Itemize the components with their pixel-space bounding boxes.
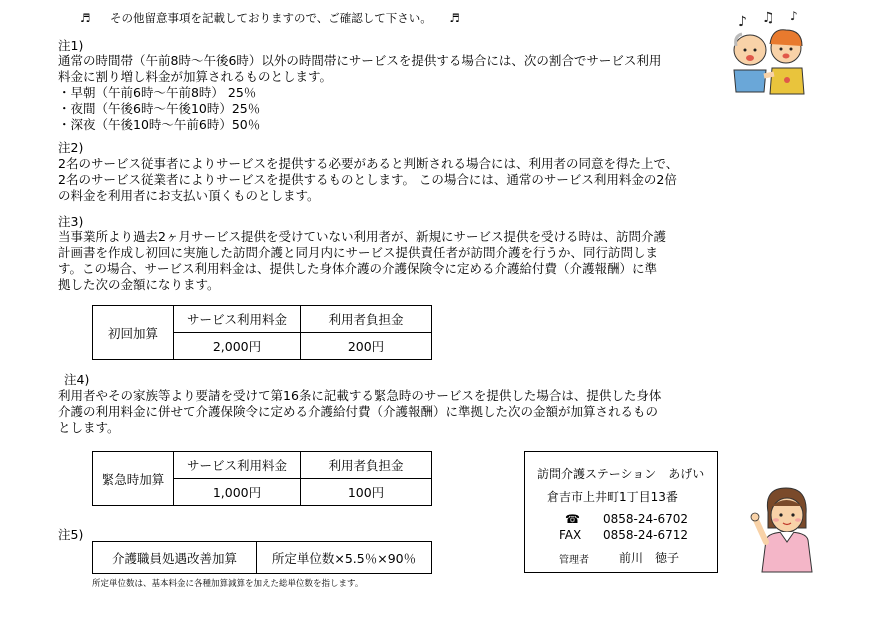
- note4-line: とします。: [58, 420, 120, 435]
- note1-line: ・早朝（午前6時～午前8時） 25％: [58, 85, 257, 100]
- note3-line: 拠した次の金額になります。: [58, 277, 220, 292]
- note3-label: 注3): [58, 214, 84, 229]
- note2-line: 2名のサービス従業者によりサービスを提供するものとします。 この場合には、通常のサービス利用料金の2倍: [58, 172, 677, 187]
- emergency-fee-table: [92, 451, 432, 506]
- phone-icon: ☎: [565, 512, 580, 526]
- table-cell: 所定単位数×5.5％×90％: [257, 542, 432, 574]
- table-cell: 100円: [301, 479, 432, 506]
- note1-line: 料金に割り増し料金が加算されるものとします。: [58, 69, 333, 84]
- table-cell: 2,000円: [174, 333, 301, 360]
- note3-line: す。この場合、サービス利用料金は、提供した身体介護の介護保険令に定める介護給付費（介護報酬）に準: [58, 261, 658, 276]
- table-cell: 1,000円: [174, 479, 301, 506]
- elderly-couple-illustration: [720, 10, 812, 100]
- note5-label: 注5): [58, 527, 84, 542]
- fax-number: 0858-24-6712: [603, 528, 689, 542]
- note3-line: 当事業所より過去2ヶ月サービス提供を受けていない利用者が、新規にサービス提供を受ける時は、訪問介護: [58, 229, 666, 244]
- table-header: 利用者負担金: [301, 306, 432, 333]
- note1-line: 通常の時間帯（午前8時～午後6時）以外の時間帯にサービスを提供する場合には、次の割合でサービス利用: [58, 53, 662, 68]
- header-text: その他留意事項を記載しておりますので、ご確認して下さい。: [109, 11, 432, 25]
- note1-line: ・夜間（午後6時～午後10時）25％: [58, 101, 261, 116]
- note1-label: 注1): [58, 38, 84, 53]
- note2-line: の料金を利用者にお支払い頂くものとします。: [58, 188, 320, 203]
- care-worker-addition-table: [92, 541, 432, 574]
- phone-number: 0858-24-6702: [603, 512, 689, 526]
- table-header: サービス利用料金: [174, 452, 301, 479]
- music-note-icon: ♬: [80, 11, 91, 25]
- manager-name: 前川 徳子: [619, 551, 680, 565]
- note4-label: 注4): [64, 372, 90, 387]
- office-address: 倉吉市上井町1丁目13番: [547, 490, 678, 504]
- svg-text:♪: ♪: [738, 14, 747, 30]
- svg-text:♫: ♫: [762, 10, 775, 26]
- nurse-illustration: [748, 482, 824, 574]
- table-header: 利用者負担金: [301, 452, 432, 479]
- table-row-label: 初回加算: [93, 306, 174, 360]
- fax-label: FAX: [559, 528, 582, 542]
- contact-box: [524, 451, 718, 573]
- note4-line: 利用者やその家族等より要請を受けて第16条に記載する緊急時のサービスを提供した場合は、提供した身体: [58, 388, 662, 403]
- manager-label: 管理者: [559, 555, 589, 566]
- note2-line: 2名のサービス従事者によりサービスを提供する必要があると判断される場合には、利用者の同意を得た上で、: [58, 156, 679, 171]
- header: [80, 10, 460, 26]
- music-note-icon: ♬: [449, 11, 460, 25]
- table-cell: 介護職員処遇改善加算: [93, 542, 257, 574]
- table-header: サービス利用料金: [174, 306, 301, 333]
- note4-line: 介護の利用料金に併せて介護保険令に定める介護給付費（介護報酬）に準拠した次の金額が加算されるもの: [58, 404, 659, 419]
- table-row-label: 緊急時加算: [93, 452, 174, 506]
- office-name: 訪問介護ステーション あげい: [537, 467, 705, 481]
- svg-text:♪: ♪: [790, 10, 798, 23]
- table-cell: 200円: [301, 333, 432, 360]
- note3-line: 計画書を作成し初回に実施した訪問介護と同月内にサービス提供責任者が訪問介護を行うか、同行訪問しま: [58, 245, 659, 260]
- note1-line: ・深夜（午後10時～午前6時）50％: [58, 117, 261, 132]
- footnote: 所定単位数は、基本料金に各種加算減算を加えた総単位数を指します。: [92, 579, 364, 589]
- note2-label: 注2): [58, 140, 84, 155]
- initial-fee-table: [92, 305, 432, 360]
